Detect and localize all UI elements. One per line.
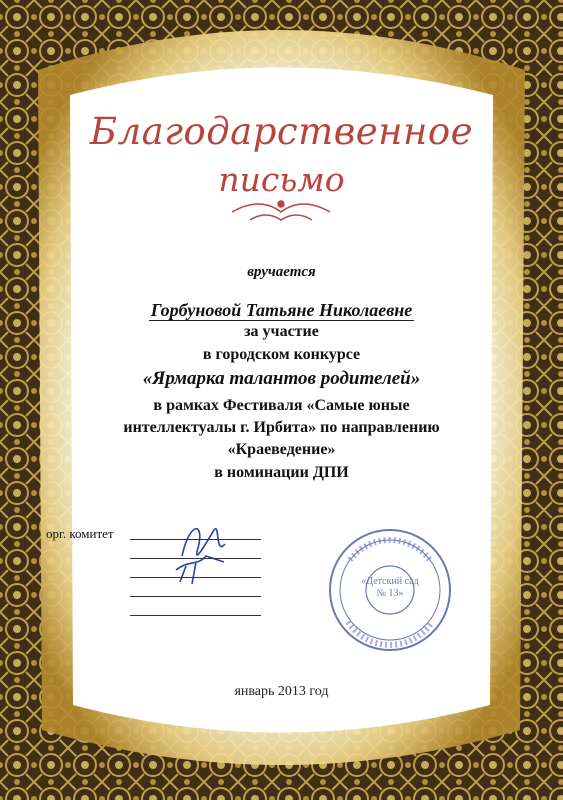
signature-line (130, 615, 261, 616)
festival-line-1: в рамках Фестиваля «Самые юные (153, 397, 410, 414)
festival-line-2: интеллектуалы г. Ирбита» по направлению (123, 419, 440, 436)
contest-context-line: в городском конкурсе (202, 346, 361, 363)
title-line-2: письмо (218, 160, 345, 199)
signature-line (130, 596, 261, 597)
signature-line (130, 558, 261, 559)
awarded-label: вручается (247, 264, 316, 280)
recipient-name (0, 300, 563, 321)
contest-name: «Ярмарка талантов родителей» (142, 368, 421, 389)
title-line-1: Благодарственное (89, 110, 474, 153)
participation-line: за участие (244, 323, 319, 340)
nomination-line: в номинации ДПИ (214, 464, 349, 481)
stamp-center-text: «Детский сад № 13» (361, 576, 419, 599)
direction-line: «Краеведение» (227, 441, 336, 458)
issue-date: январь 2013 год (234, 684, 329, 699)
signature-line (130, 539, 261, 540)
recipient-name-text: Горбуновой Татьяне Николаевне (150, 300, 413, 320)
org-committee-label: орг. комитет (46, 526, 114, 541)
signature-line (130, 577, 261, 578)
